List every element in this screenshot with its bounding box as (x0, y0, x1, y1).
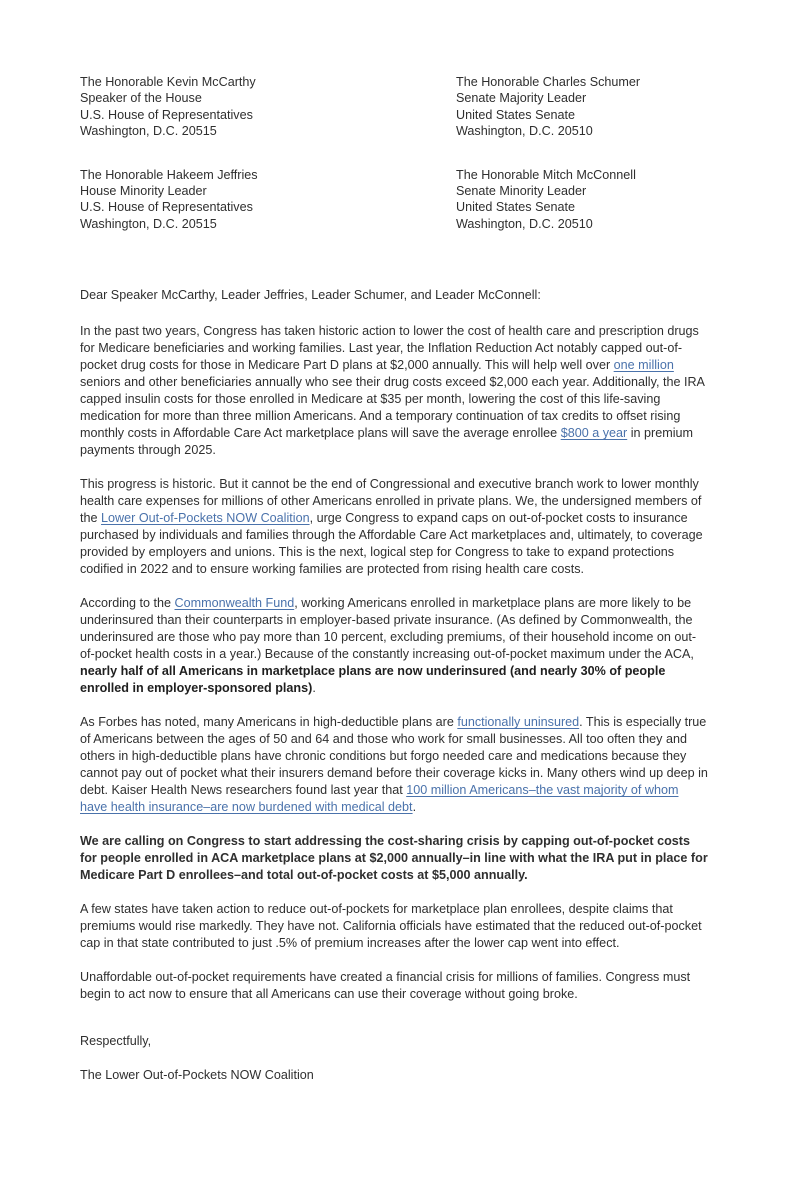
paragraph-4-text-a: As Forbes has noted, many Americans in high-deductible plans are (80, 715, 458, 730)
paragraph-1 (80, 323, 708, 459)
addressee-city: Washington, D.C. 20515 (80, 124, 217, 139)
paragraph-1-text-b: seniors and other beneficiaries annually who see their drug costs exceed $2,000 each year. Additionally, the IRA capped insulin costs for those enrolled in Medicare at $35 per month, lowering the cost of this life-saving medication for more than three million Americans. And a temporary continuation of tax credits to offset rising monthly costs in Affordable Care Act marketplace plans will save the average enrollee (80, 375, 705, 441)
addressee-mcconnell (456, 167, 640, 233)
addressee-city: Washington, D.C. 20510 (456, 124, 593, 139)
paragraph-2 (80, 476, 708, 578)
addressee-name: The Honorable Mitch McConnell (456, 167, 636, 182)
addressee-body: United States Senate (456, 200, 576, 215)
paragraph-4-text-b: . This is especially true of Americans between the ages of 50 and 64 and those who work for small businesses. All too often they and others in high-deductible plans have chronic conditions but forgo needed care and medications because they cannot pay out of pocket what their insurers demand before their coverage kicks in. Many others wind up deep in debt. Kaiser Health News researchers found last year that (80, 715, 708, 798)
paragraph-3 (80, 595, 708, 697)
closing-salutation: Respectfully, (80, 1034, 152, 1049)
addressee-name: The Honorable Charles Schumer (456, 75, 641, 89)
paragraph-3-text-b: , working Americans enrolled in marketplace plans are more likely to be underinsured than their counterparts in employer-based private insurance. (As defined by Commonwealth, the underinsured are those who pay more than 10 percent, excluding premiums, of their household income on out-of-pocket health costs in a year.) Because of the constantly increasing out-of-pocket maximum under the ACA, (80, 596, 697, 662)
paragraph-1-text-c: in premium payments through 2025. (80, 426, 694, 458)
link-800-a-year[interactable]: $800 a year (560, 426, 628, 441)
addressee-title: Senate Minority Leader (456, 184, 587, 199)
link-lower-out-of-pockets-now-coalition[interactable]: Lower Out-of-Pockets NOW Coalition (101, 511, 310, 526)
signature-line: The Lower Out-of-Pockets NOW Coalition (80, 1068, 314, 1083)
paragraph-3-emphasis: nearly half of all Americans in marketplace plans are now underinsured (and nearly 30% of people enrolled in employer-sponsored plans) (80, 664, 666, 696)
addressee-title: Speaker of the House (80, 91, 202, 106)
letter-body (80, 287, 708, 1084)
addressee-column-right (456, 74, 640, 232)
addressee-city: Washington, D.C. 20515 (80, 216, 217, 231)
paragraph-6: A few states have taken action to reduce out-of-pockets for marketplace plan enrollees, despite claims that premiums would rise markedly. They have not. California officials have estimated that the reduced out-of-pocket cap in that state contributed to just .5% of premium increases after the lower cap went into effect. (80, 902, 702, 951)
addressee-name: The Honorable Kevin McCarthy (80, 75, 256, 89)
paragraph-2-text-a: This progress is historic. But it cannot be the end of Congressional and executive branch work to lower monthly health care expenses for millions of other Americans enrolled in private plans. We, the undersigned members of the (80, 477, 702, 526)
paragraph-2-text-b: , urge Congress to expand caps on out-of-pocket costs to insurance purchased by individuals and families through the Affordable Care Act marketplaces and, ultimately, to coverage provided by employers and unions. This is the next, logical step for Congress to take to expand protections codified in 2022 and to ensure working families are protected from rising health care costs. (80, 511, 703, 577)
salutation: Dear Speaker McCarthy, Leader Jeffries, Leader Schumer, and Leader McConnell: (80, 288, 541, 303)
link-one-million[interactable]: one million (613, 358, 674, 373)
addressee-jeffries (80, 167, 456, 233)
paragraph-4 (80, 714, 708, 816)
paragraph-7: Unaffordable out-of-pocket requirements have created a financial crisis for millions of families. Congress must begin to act now to ensure that all Americans can use their coverage without going broke. (80, 970, 691, 1002)
addressee-city: Washington, D.C. 20510 (456, 216, 593, 231)
addressee-schumer (456, 74, 640, 140)
addressee-column-left (80, 74, 456, 232)
addressee-name: The Honorable Hakeem Jeffries (80, 167, 258, 182)
addressee-block (80, 74, 707, 232)
paragraph-3-text-c: . (312, 681, 316, 696)
paragraph-5-call-to-action: We are calling on Congress to start addressing the cost-sharing crisis by capping out-of-pocket costs for people enrolled in ACA marketplace plans at $2,000 annually–in line with what the IRA put in place for Medicare Part D enrollees–and total out-of-pocket costs at $5,000 annually. (80, 834, 708, 883)
link-medical-debt-report[interactable]: 100 million Americans–the vast majority of whom have health insurance–are now burdened with medical debt (80, 783, 679, 815)
link-functionally-uninsured[interactable]: functionally uninsured (457, 715, 580, 730)
addressee-mccarthy (80, 74, 456, 140)
link-commonwealth-fund[interactable]: Commonwealth Fund (174, 596, 295, 611)
paragraph-1-text-a: In the past two years, Congress has taken historic action to lower the cost of health care and prescription drugs for Medicare beneficiaries and working families. Last year, the Inflation Reduction Act notably capped out-of-pocket drug costs for those in Medicare Part D plans at $2,000 annually. This will help well over (80, 324, 699, 373)
paragraph-4-text-c: . (412, 800, 417, 815)
addressee-body: U.S. House of Representatives (80, 107, 253, 122)
paragraph-3-text-a: According to the (80, 596, 175, 611)
addressee-body: United States Senate (456, 107, 576, 122)
addressee-title: House Minority Leader (80, 184, 207, 199)
addressee-body: U.S. House of Representatives (80, 200, 253, 215)
addressee-title: Senate Majority Leader (456, 91, 587, 106)
